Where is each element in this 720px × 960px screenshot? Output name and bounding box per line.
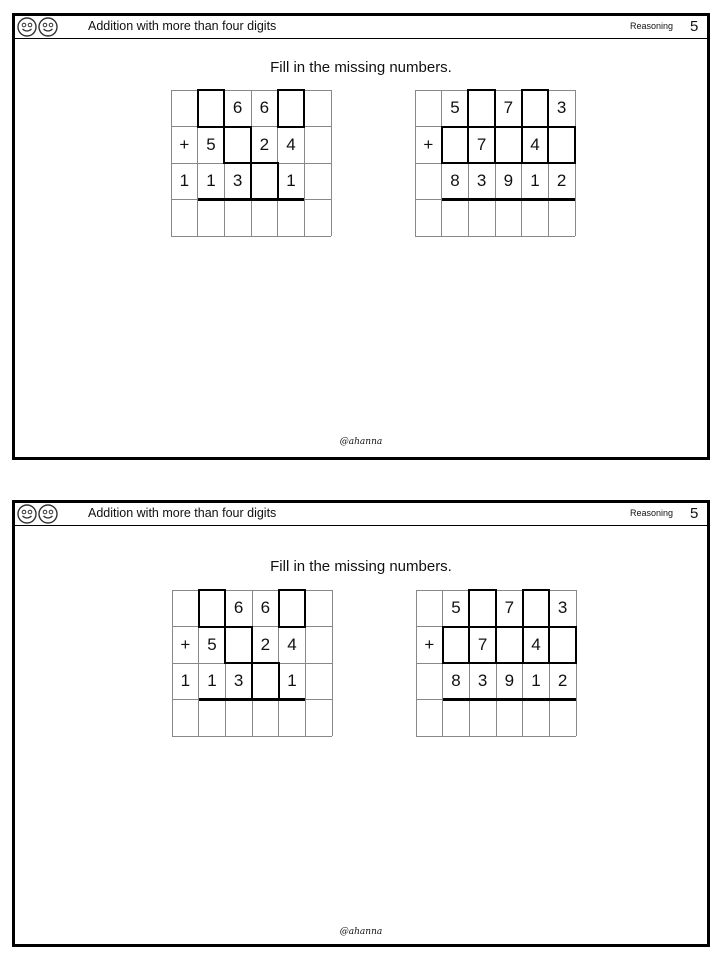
empty-cell (198, 200, 225, 237)
empty-cell (171, 90, 198, 127)
digit-cell: 4 (286, 134, 296, 154)
category-label: Reasoning (630, 21, 674, 31)
empty-cell (416, 700, 443, 737)
empty-cell (279, 700, 306, 737)
empty-cell (549, 700, 576, 737)
empty-cell (225, 627, 252, 664)
digit-cell: 2 (260, 634, 271, 654)
empty-cell (469, 590, 496, 627)
digit-cell: 8 (450, 171, 460, 191)
plus-sign: + (424, 634, 435, 654)
empty-cell (415, 90, 442, 127)
empty-cell (225, 700, 252, 737)
digit-cell: 4 (287, 634, 297, 654)
empty-cell (443, 700, 470, 737)
empty-cell (279, 590, 306, 627)
empty-cell (415, 200, 442, 237)
digit-cell: 1 (180, 671, 191, 691)
digit-cell: 9 (503, 171, 514, 191)
empty-cell (549, 627, 576, 664)
card-header (15, 503, 707, 526)
empty-cell (468, 200, 495, 237)
empty-cell (416, 590, 443, 627)
empty-cell (496, 700, 523, 737)
smiley-face-icon (38, 17, 58, 37)
empty-cell (224, 200, 251, 237)
category-label: Reasoning (630, 508, 674, 518)
digit-cell: 2 (556, 171, 567, 191)
digit-cell: 3 (557, 598, 568, 618)
empty-cell (304, 200, 331, 237)
addition-grid-2 (416, 590, 576, 736)
addition-grid-1 (171, 90, 331, 236)
empty-cell (442, 200, 469, 237)
empty-cell (305, 700, 332, 737)
digit-cell: 1 (287, 671, 297, 691)
empty-cell (251, 200, 278, 237)
empty-cell (304, 127, 331, 164)
empty-cell (278, 90, 305, 127)
empty-cell (305, 627, 332, 664)
empty-cell (304, 163, 331, 200)
digit-cell: 5 (450, 98, 460, 118)
worksheet-title: Addition with more than four digits (88, 506, 277, 520)
empty-cell (252, 700, 279, 737)
empty-cell (522, 200, 549, 237)
empty-cell (252, 663, 279, 700)
empty-cell (522, 90, 549, 127)
page-number: 5 (690, 505, 699, 522)
smiley-face-icon (17, 504, 37, 524)
smiley-faces (17, 17, 58, 37)
author-credit: @ahanna (339, 437, 383, 447)
digit-cell: 3 (232, 171, 243, 191)
empty-cell (495, 200, 522, 237)
digit-cell: 2 (259, 134, 270, 154)
digit-cell: 7 (503, 98, 514, 118)
card-header (15, 16, 707, 39)
digit-cell: 1 (530, 171, 540, 191)
empty-cell (305, 663, 332, 700)
digit-cell: 1 (206, 171, 216, 191)
worksheet-title: Addition with more than four digits (88, 19, 277, 33)
digit-cell: 5 (206, 134, 216, 154)
empty-cell (548, 200, 575, 237)
smiley-faces (17, 504, 58, 524)
plus-sign: + (180, 634, 191, 654)
empty-cell (172, 700, 199, 737)
digit-cell: 3 (556, 98, 567, 118)
digit-cell: 1 (531, 671, 541, 691)
empty-cell (171, 200, 198, 237)
digit-cell: 7 (477, 634, 488, 654)
digit-cell: 7 (504, 598, 515, 618)
empty-cell (199, 700, 226, 737)
empty-cell (251, 163, 278, 200)
empty-cell (469, 700, 496, 737)
addition-grid-2 (415, 90, 575, 236)
digit-cell: 6 (260, 598, 271, 618)
digit-cell: 3 (476, 171, 487, 191)
addition-grid-1 (172, 590, 332, 736)
instruction-text: Fill in the missing numbers. (270, 59, 452, 76)
page-number: 5 (690, 18, 699, 35)
empty-cell (443, 627, 470, 664)
digit-cell: 9 (504, 671, 515, 691)
digit-cell: 1 (207, 671, 217, 691)
worksheet-card-2 (12, 500, 710, 947)
digit-cell: 3 (233, 671, 244, 691)
digit-cell: 8 (451, 671, 461, 691)
digit-cell: 3 (477, 671, 488, 691)
smiley-face-icon (17, 17, 37, 37)
empty-cell (199, 590, 226, 627)
digit-cell: 4 (530, 134, 540, 154)
plus-sign: + (423, 134, 434, 154)
digit-cell: 1 (286, 171, 296, 191)
digit-cell: 2 (557, 671, 568, 691)
digit-cell: 6 (259, 98, 270, 118)
empty-cell (523, 700, 550, 737)
smiley-face-icon (38, 504, 58, 524)
author-credit: @ahanna (339, 927, 383, 937)
empty-cell (198, 90, 225, 127)
empty-cell (442, 127, 469, 164)
digit-cell: 5 (207, 634, 217, 654)
plus-sign: + (179, 134, 190, 154)
empty-cell (415, 163, 442, 200)
empty-cell (416, 663, 443, 700)
digit-cell: 4 (531, 634, 541, 654)
empty-cell (305, 590, 332, 627)
digit-cell: 5 (451, 598, 461, 618)
empty-cell (495, 127, 522, 164)
empty-cell (172, 590, 199, 627)
empty-cell (224, 127, 251, 164)
instruction-text: Fill in the missing numbers. (270, 558, 452, 575)
empty-cell (278, 200, 305, 237)
worksheet-card-1 (12, 13, 710, 460)
digit-cell: 1 (179, 171, 190, 191)
empty-cell (548, 127, 575, 164)
empty-cell (304, 90, 331, 127)
digit-cell: 7 (476, 134, 487, 154)
digit-cell: 6 (232, 98, 243, 118)
digit-cell: 6 (233, 598, 244, 618)
empty-cell (496, 627, 523, 664)
empty-cell (523, 590, 550, 627)
empty-cell (468, 90, 495, 127)
